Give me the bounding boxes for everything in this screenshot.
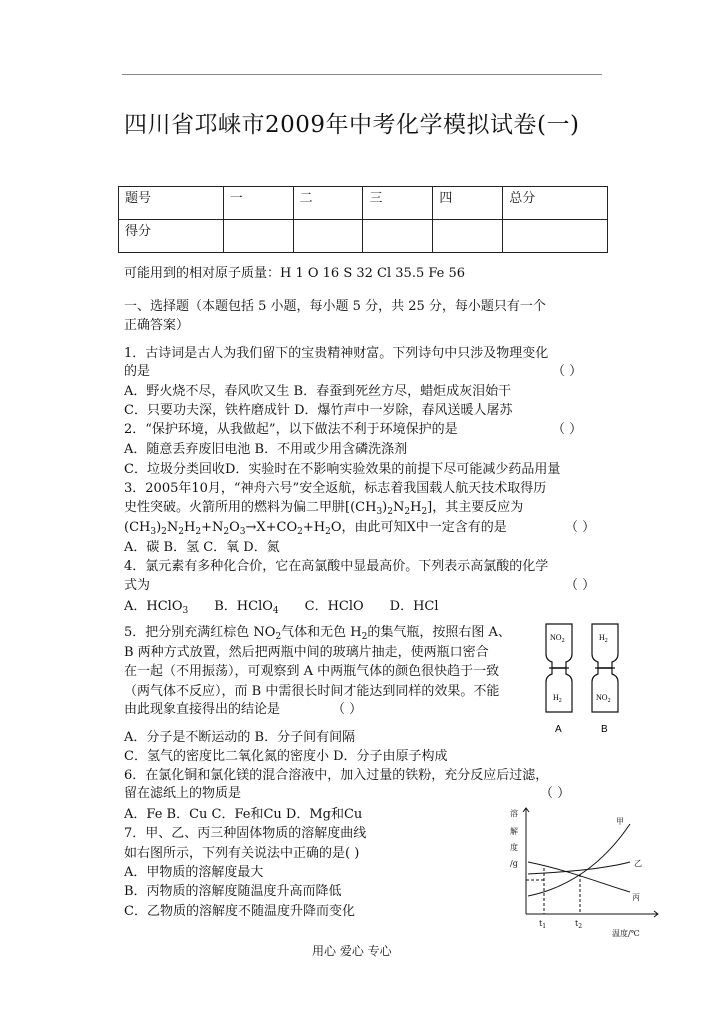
q6-stem: 6．在氯化铜和氯化镁的混合溶液中，加入过量的铁粉，充分反应后过滤， [124, 768, 549, 783]
q3-stem: 史性突破。火箭所用的燃料为偏二甲肼$[(CH_3)_2N_2H_2]$，其主要反应为 [124, 500, 524, 517]
section1-instructions: 一、选择题（本题包括 5 小题，每小题 5 分，共 25 分，每小题只有一个 [124, 299, 546, 314]
bottle-b-bottom-label: $NO_2$ [596, 693, 611, 704]
bottle-a-top-label: $NO_2$ [550, 633, 565, 644]
score-header-cell: 总分 [503, 187, 608, 220]
section1-instructions: 正确答案） [124, 318, 190, 333]
score-header-cell: 三 [363, 187, 433, 220]
q7-option-c: C．乙物质的溶解度不随温度升降而变化 [124, 904, 355, 919]
bottle-b-top-label: $H_2$ [599, 633, 608, 644]
q3-options: A．碳 B．氢 C．氧 D．氮 [124, 540, 280, 555]
q2-answer-paren: （ ） [552, 422, 583, 437]
q4-options: A．HClO$_3$ B．HClO$_4$ C．HClO D．HCl [124, 599, 439, 616]
q5-stem: 5．把分别充满红棕色 $NO_2$气体和无色 $H_2$的集气瓶，按照右图 A、 [124, 625, 511, 642]
score-header-cell: 题号 [119, 187, 224, 220]
score-header-cell: 二 [293, 187, 363, 220]
curve-jia [528, 824, 630, 896]
q5-stem: （两气体不反应），而 B 中需很长时间才能达到同样的效果。不能 [124, 684, 500, 699]
score-row-label: 得分 [119, 220, 224, 253]
q6-options: A．Fe B．Cu C．Fe和Cu D．Mg和Cu [124, 807, 363, 822]
tick-label-t1: $t_1$ [539, 919, 547, 930]
atomic-masses: 可能用到的相对原子质量：H 1 O 16 S 32 Cl 35.5 Fe 56 [124, 266, 466, 281]
q6-answer-paren: （ ） [540, 786, 571, 801]
curve-label-jia: 甲 [616, 817, 624, 826]
q5-options: C．氢气的密度比二氧化氮的密度小 D．分子由原子构成 [124, 749, 448, 764]
page-footer: 用心 爱心 专心 [312, 944, 392, 958]
y-axis-label-char: 溶 [510, 809, 518, 818]
q7-stem: 如右图所示，下列有关说法中正确的是( ) [124, 846, 360, 861]
q1-stem: 的是 [124, 364, 151, 379]
score-cell [433, 220, 503, 253]
q1-options: A．野火烧不尽，春风吹又生 B．春蚕到死丝方尽，蜡炬成灰泪始干 [124, 384, 512, 399]
q5-options: A．分子是不断运动的 B．分子间有间隔 [124, 730, 356, 745]
q4-stem: 式为 [124, 578, 151, 593]
score-table-header-row [119, 187, 608, 220]
q3-stem: 3．2005年10月，“神舟六号”安全返航，标志着我国载人航天技术取得历 [124, 481, 547, 496]
q7-option-a: A．甲物质的溶解度最大 [124, 865, 264, 880]
q3-answer-paren: （ ） [565, 520, 596, 535]
y-axis-label-char: 解 [510, 827, 518, 836]
q3-stem: $(CH_3)_2N_2H_2+N_2O_3\to X+CO_2+H_2O$，由此可知X中一定含有的是 [124, 520, 507, 537]
score-table [118, 186, 608, 253]
solubility-curve-figure [508, 804, 666, 940]
curve-bing [528, 862, 630, 892]
gas-bottles-figure [542, 620, 628, 736]
q2-options: C．垃圾分类回收D．实验时在不影响实验效果的前提下尽可能减少药品用量 [124, 462, 561, 477]
tick-label-t2: $t_2$ [575, 919, 583, 930]
q4-stem: 4．氯元素有多种化合价，它在高氯酸中显最高价。下列表示高氯酸的化学 [124, 559, 549, 574]
score-cell [363, 220, 433, 253]
curve-label-bing: 丙 [632, 893, 640, 902]
page-title: 四川省邛崃市2009年中考化学模拟试卷(一) [124, 112, 580, 138]
score-cell [293, 220, 363, 253]
y-axis-label-char: /g [510, 859, 518, 868]
score-header-cell: 四 [433, 187, 503, 220]
q1-answer-paren: （ ） [552, 364, 583, 379]
y-axis-label-char: 度 [510, 843, 518, 852]
q5-stem: B 两种方式放置，然后把两瓶中间的玻璃片抽走，使两瓶口密合 [124, 645, 489, 660]
q5-answer-paren: （ ） [332, 702, 363, 717]
x-axis-label: 温度/℃ [612, 929, 640, 938]
q5-stem: 由此现象直接得出的结论是 [124, 702, 281, 717]
q7-stem: 7．甲、乙、丙三种固体物质的溶解度曲线 [124, 826, 367, 841]
figure-label-a: A [555, 724, 562, 735]
score-header-cell: 一 [223, 187, 293, 220]
bottle-a-bottom-label: $H_2$ [553, 693, 562, 704]
q1-stem: 1．古诗词是古人为我们留下的宝贵精神财富。下列诗句中只涉及物理变化 [124, 346, 549, 361]
score-cell [503, 220, 608, 253]
figure-label-b: B [601, 724, 608, 735]
header-rule [122, 74, 602, 75]
score-cell [223, 220, 293, 253]
curve-yi [528, 862, 630, 874]
q6-stem: 留在滤纸上的物质是 [124, 786, 242, 801]
q4-answer-paren: （ ） [565, 578, 596, 593]
q2-stem: 2．“保护环境，从我做起”，以下做法不利于环境保护的是 [124, 422, 458, 437]
q1-options: C．只要功夫深，铁杵磨成针 D．爆竹声中一岁除，春风送暖人屠苏 [124, 403, 513, 418]
curve-label-yi: 乙 [634, 859, 642, 868]
q5-stem: 在一起（不用振荡），可观察到 A 中两瓶气体的颜色很快趋于一致 [124, 664, 500, 679]
q2-options: A．随意丢弃废旧电池 B．不用或少用含磷洗涤剂 [124, 442, 408, 457]
q7-option-b: B．丙物质的溶解度随温度升高而降低 [124, 884, 342, 899]
score-table-score-row [119, 220, 608, 253]
